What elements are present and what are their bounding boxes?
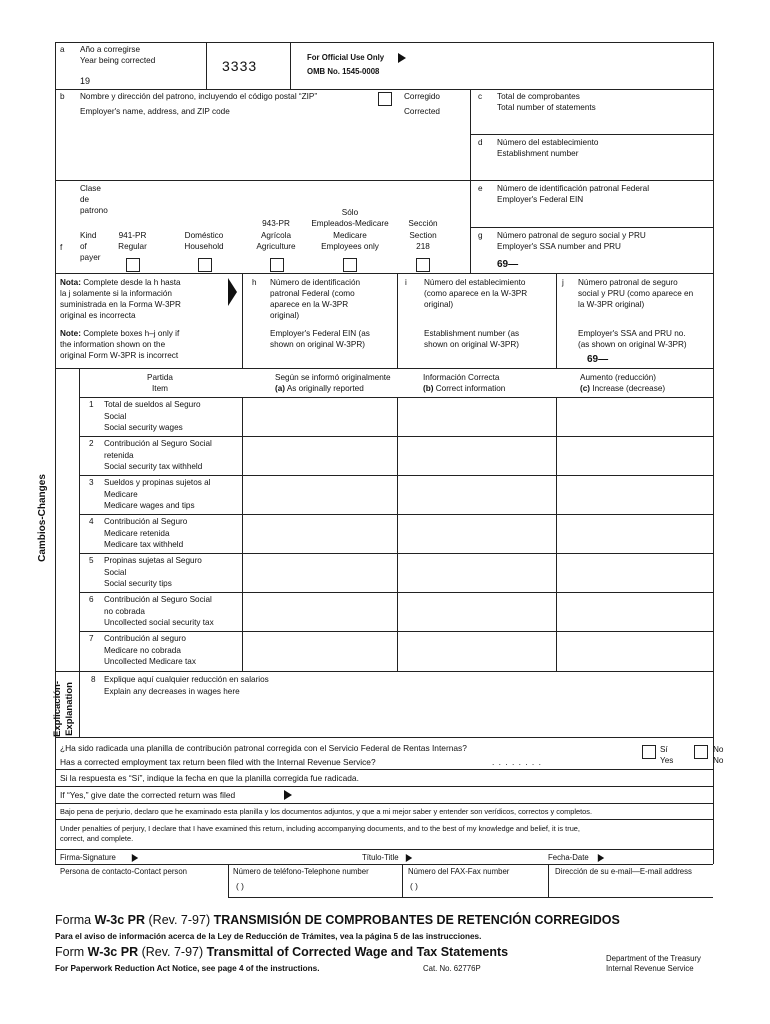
form-top-border	[55, 42, 713, 43]
box-i-label-es-2: (como aparece en la W-3PR	[424, 289, 528, 298]
header-original-en: (a) As originally reported	[275, 384, 364, 393]
department-label: Department of the Treasury	[606, 954, 701, 963]
corrected-label-es: Corregido	[404, 92, 440, 101]
ssa-number-prefix: 69—	[497, 259, 519, 270]
no-label-es: No	[713, 745, 724, 754]
box-j-input[interactable]	[616, 353, 710, 366]
perjury-es: Bajo pena de perjurio, declaro que he examinado esta planilla y los documentos adjuntos, y que a mi mejor saber y entender son verídicos, correctos y completos.	[60, 807, 593, 816]
establishment-number-input[interactable]	[475, 162, 711, 177]
item-label: Social security tax withheld	[104, 462, 203, 471]
perjury-en-2: correct, and complete.	[60, 834, 134, 843]
box-j-prefix: 69—	[587, 354, 609, 365]
row-divider	[79, 592, 713, 593]
box-h-label-en-2: shown on original W-3PR)	[270, 340, 365, 349]
item-label: Propinas sujetas al Seguro	[104, 556, 202, 565]
box-i-label-es-3: original)	[424, 300, 454, 309]
box-i-label-es-1: Número del establecimiento	[424, 278, 526, 287]
item-increase-input[interactable]	[559, 477, 710, 512]
date-input[interactable]	[610, 852, 710, 863]
nota-text-es-3: suministrada en la Forma W-3PR	[60, 300, 181, 309]
form-code: 3333	[222, 58, 258, 74]
nota-text-es: Nota: Complete desde la h hasta	[60, 278, 181, 287]
row-divider	[79, 514, 713, 515]
option-medicare-label-2: Empleados-Medicare	[311, 219, 389, 228]
item-label: Uncollected Medicare tax	[104, 657, 196, 666]
row-divider	[79, 553, 713, 554]
box-j-letter: j	[562, 278, 564, 287]
ssa-number-label-en: Employer's SSA number and PRU	[497, 242, 621, 251]
row-divider	[79, 475, 713, 476]
date-arrow-icon	[598, 854, 604, 862]
title-label: Título-Title	[362, 853, 399, 862]
year-input[interactable]	[96, 84, 204, 85]
year-label-es: Año a corregirse	[80, 45, 141, 54]
box-d-letter: d	[478, 138, 483, 147]
no-checkbox[interactable]	[694, 745, 708, 759]
box-e-letter: e	[478, 184, 483, 193]
option-941pr-checkbox[interactable]	[126, 258, 140, 272]
ssa-number-input[interactable]	[528, 258, 708, 272]
employer-name-label-en: Employer's name, address, and ZIP code	[80, 107, 230, 116]
option-section218-label-2: Section	[409, 231, 437, 240]
kind-label-1: Kind	[80, 231, 97, 240]
row-divider	[79, 631, 713, 632]
item-label: Medicare tax withheld	[104, 540, 184, 549]
box-i-letter: i	[405, 278, 407, 287]
header-increase-es: Aumento (reducción)	[580, 373, 656, 382]
item-label: Contribución al Seguro Social	[104, 595, 212, 604]
item-label: Medicare retenida	[104, 528, 170, 538]
item-correct-input[interactable]	[400, 555, 553, 590]
item-correct-input[interactable]	[400, 594, 553, 629]
explanation-side-label-2: Explanation	[64, 682, 75, 736]
box-a-letter: a	[60, 45, 65, 54]
question-dots: . . . . . . . .	[492, 757, 542, 767]
option-household-label-2: Household	[184, 242, 224, 251]
signature-arrow-icon	[132, 854, 138, 862]
footer-notice-es: Para el aviso de información acerca de la Ley de Reducción de Trámites, vea la página 5 de las instrucciones.	[55, 932, 482, 941]
item-label: Sueldos y propinas sujetos al	[104, 478, 211, 487]
option-medicare-label-4: Employees only	[321, 242, 379, 251]
item-label: Medicare no cobrada	[104, 645, 181, 655]
option-943pr-label-1: 943-PR	[262, 219, 290, 228]
fax-label: Número del FAX-Fax number	[408, 867, 510, 876]
contact-person-label: Persona de contacto-Contact person	[60, 867, 187, 876]
item-correct-input[interactable]	[400, 477, 553, 512]
item-original-input[interactable]	[245, 633, 394, 668]
box-b-letter: b	[60, 92, 65, 101]
yes-label-en: Yes	[660, 756, 674, 765]
explanation-number: 8	[91, 675, 96, 684]
item-increase-input[interactable]	[559, 633, 710, 668]
item-label: Social security tips	[104, 579, 172, 588]
option-household-label-1: Doméstico	[184, 231, 224, 240]
yes-checkbox[interactable]	[642, 745, 656, 759]
option-941pr-label-2: Regular	[118, 242, 147, 251]
box-h-label-es-1: Número de identificación	[270, 278, 361, 287]
box-h-input[interactable]	[248, 352, 394, 366]
phone-input[interactable]	[262, 880, 398, 895]
phone-parens: ( )	[236, 881, 244, 891]
item-correct-input[interactable]	[400, 399, 553, 434]
changes-side-label: Cambios-Changes	[37, 474, 48, 562]
option-943pr-checkbox[interactable]	[270, 258, 284, 272]
note-text-en-2: the information shown on the	[60, 340, 166, 349]
item-label: Contribución al seguro	[104, 634, 186, 643]
option-section218-label-3: 218	[416, 242, 430, 251]
item-label: Social	[104, 567, 127, 577]
email-label: Dirección de su e-mail—E-mail address	[555, 867, 692, 876]
yes-label-es: Sí	[660, 745, 668, 754]
establishment-number-label-en: Establishment number	[497, 149, 579, 158]
question-en: Has a corrected employment tax return been filed with the Internal Revenue Service?	[60, 757, 376, 767]
kind-label-3: payer	[80, 253, 101, 262]
box-h-label-es-4: original)	[270, 311, 300, 320]
box-h-label-es-3: aparece en la W-3PR	[270, 300, 349, 309]
catalog-number: Cat. No. 62776P	[423, 964, 481, 973]
option-medicare-checkbox[interactable]	[343, 258, 357, 272]
box-h-letter: h	[252, 278, 257, 287]
nota-text-es-2: la j solamente si la información	[60, 289, 172, 298]
item-label: Contribución al Seguro Social	[104, 439, 212, 448]
fax-parens: ( )	[410, 881, 418, 891]
signature-label: Firma-Signature	[60, 853, 116, 862]
date-label: Fecha-Date	[548, 853, 589, 862]
corrected-checkbox[interactable]	[378, 92, 392, 106]
title-arrow-icon	[406, 854, 412, 862]
title-input[interactable]	[418, 852, 543, 863]
item-original-input[interactable]	[245, 438, 394, 473]
pointer-right-icon	[228, 278, 237, 306]
federal-ein-label-es: Número de identificación patronal Federal	[497, 184, 650, 193]
explanation-input[interactable]	[84, 700, 710, 735]
footer-notice-en: For Paperwork Reduction Act Notice, see page 4 of the instructions.	[55, 964, 320, 973]
header-item-en: Item	[152, 384, 168, 393]
federal-ein-input[interactable]	[475, 208, 711, 224]
irs-label: Internal Revenue Service	[606, 964, 694, 973]
note-text-en-3: original Form W-3PR is incorrect	[60, 351, 179, 360]
item-increase-input[interactable]	[559, 516, 710, 551]
option-section218-label-1: Sección	[408, 219, 438, 228]
corrected-label-en: Corrected	[404, 107, 440, 116]
box-g-letter: g	[478, 231, 483, 240]
item-original-input[interactable]	[245, 477, 394, 512]
item-label: Contribución al Seguro	[104, 517, 188, 526]
nota-text-es-4: original es incorrecta	[60, 311, 136, 320]
item-increase-input[interactable]	[559, 399, 710, 434]
item-correct-input[interactable]	[400, 438, 553, 473]
item-label: Social	[104, 411, 127, 421]
fax-input[interactable]	[436, 880, 544, 895]
if-yes-en: If “Yes,” give date the corrected return was filed	[60, 790, 236, 800]
item-label: Medicare	[104, 489, 138, 499]
header-original-es: Según se informó originalmente	[275, 373, 391, 382]
federal-ein-label-en: Employer's Federal EIN	[497, 195, 584, 204]
item-number: 7	[89, 634, 94, 643]
item-increase-input[interactable]	[559, 594, 710, 629]
item-number: 4	[89, 517, 94, 526]
employer-name-input[interactable]	[60, 120, 465, 180]
box-i-input[interactable]	[402, 352, 552, 366]
option-943pr-label-2: Agrícola	[260, 231, 292, 240]
box-j-label-es-2: social y PRU (como aparece en	[578, 289, 694, 298]
clase-label-1: Clase	[80, 184, 101, 193]
if-yes-es: Si la respuesta es “Sí”, indique la fecha en que la planilla corregida fue radicada.	[60, 773, 359, 783]
item-number: 6	[89, 595, 94, 604]
no-label-en: No	[713, 756, 724, 765]
header-item-es: Partida	[147, 373, 173, 382]
footer-title-es: Forma W-3c PR (Rev. 7-97) TRANSMISIÓN DE COMPROBANTES DE RETENCIÓN CORREGIDOS	[55, 913, 620, 927]
date-filed-input[interactable]	[300, 789, 710, 801]
item-correct-input[interactable]	[400, 633, 553, 668]
option-medicare-label-3: Medicare	[333, 231, 367, 240]
item-label: Social security wages	[104, 423, 183, 432]
item-original-input[interactable]	[245, 399, 394, 434]
employer-name-label-es: Nombre y dirección del patrono, incluyendo el código postal “ZIP”	[80, 92, 318, 101]
clase-label-2: de	[80, 195, 90, 204]
phone-label: Número de teléfono-Telephone number	[233, 867, 369, 876]
box-j-label-es-1: Número patronal de seguro	[578, 278, 678, 287]
item-original-input[interactable]	[245, 594, 394, 629]
item-number: 1	[89, 400, 94, 409]
official-use-label: For Official Use Only	[307, 53, 385, 62]
clase-label-3: patrono	[80, 206, 108, 215]
ssa-number-label-es: Número patronal de seguro social y PRU	[497, 231, 646, 240]
year-label-en: Year being corrected	[80, 56, 156, 65]
email-input[interactable]	[553, 880, 711, 895]
item-increase-input[interactable]	[559, 438, 710, 473]
explanation-label-es: Explique aquí cualquier reducción en salarios	[104, 675, 269, 684]
item-label: no cobrada	[104, 606, 145, 616]
footer-title-en: Form W-3c PR (Rev. 7-97) Transmittal of Corrected Wage and Tax Statements	[55, 945, 509, 959]
arrow-right-icon	[398, 53, 406, 63]
item-increase-input[interactable]	[559, 555, 710, 590]
box-j-label-en-2: (as shown on original W-3PR)	[578, 340, 687, 349]
total-statements-label-en: Total number of statements	[497, 103, 596, 112]
option-941pr-label-1: 941-PR	[118, 231, 147, 240]
option-943pr-label-3: Agriculture	[256, 242, 296, 251]
header-correct-en: (b) Correct information	[423, 384, 506, 393]
box-h-label-es-2: patronal Federal (como	[270, 289, 355, 298]
establishment-number-label-es: Número del establecimiento	[497, 138, 599, 147]
box-i-label-en-1: Establishment number (as	[424, 329, 520, 338]
option-medicare-label-1: Sólo	[341, 208, 359, 217]
form-right-border	[713, 42, 714, 864]
year-prefix: 19	[80, 76, 91, 86]
perjury-en-1: Under penalties of perjury, I declare that I have examined this return, including accompanying documents, and to the best of my knowledge and belief, it is true,	[60, 824, 580, 833]
item-number: 3	[89, 478, 94, 487]
date-filed-arrow-icon	[284, 790, 292, 800]
explanation-side-label-1: Explicación-	[52, 681, 63, 737]
item-original-input[interactable]	[245, 555, 394, 590]
item-number: 5	[89, 556, 94, 565]
header-increase-en: (c) Increase (decrease)	[580, 384, 666, 393]
box-f-letter: f	[60, 243, 63, 252]
contact-person-input[interactable]	[60, 880, 225, 895]
item-number: 2	[89, 439, 94, 448]
item-correct-input[interactable]	[400, 516, 553, 551]
box-j-label-es-3: la W-3PR original)	[578, 300, 645, 309]
box-i-label-en-2: shown on original W-3PR)	[424, 340, 519, 349]
row-divider	[79, 436, 713, 437]
note-text-en: Note: Complete boxes h–j only if	[60, 329, 180, 338]
total-statements-label-es: Total de comprobantes	[497, 92, 580, 101]
item-original-input[interactable]	[245, 516, 394, 551]
item-label: Total de sueldos al Seguro	[104, 400, 201, 409]
signature-input[interactable]	[145, 852, 355, 863]
option-section218-checkbox[interactable]	[416, 258, 430, 272]
header-correct-es: Información Correcta	[423, 373, 500, 382]
item-label: Uncollected social security tax	[104, 618, 214, 627]
kind-label-2: of	[80, 242, 87, 251]
question-es: ¿Ha sido radicada una planilla de contribución patronal corregida con el Servicio Federal de Rentas Internas?	[60, 743, 467, 753]
item-label: retenida	[104, 450, 134, 460]
total-statements-input[interactable]	[475, 116, 711, 132]
option-household-checkbox[interactable]	[198, 258, 212, 272]
explanation-label-en: Explain any decreases in wages here	[104, 687, 240, 696]
omb-number: OMB No. 1545-0008	[307, 67, 380, 76]
item-label: Medicare wages and tips	[104, 501, 195, 510]
box-j-label-en-1: Employer's SSA and PRU no.	[578, 329, 686, 338]
box-h-label-en-1: Employer's Federal EIN (as	[270, 329, 370, 338]
box-c-letter: c	[478, 92, 483, 101]
